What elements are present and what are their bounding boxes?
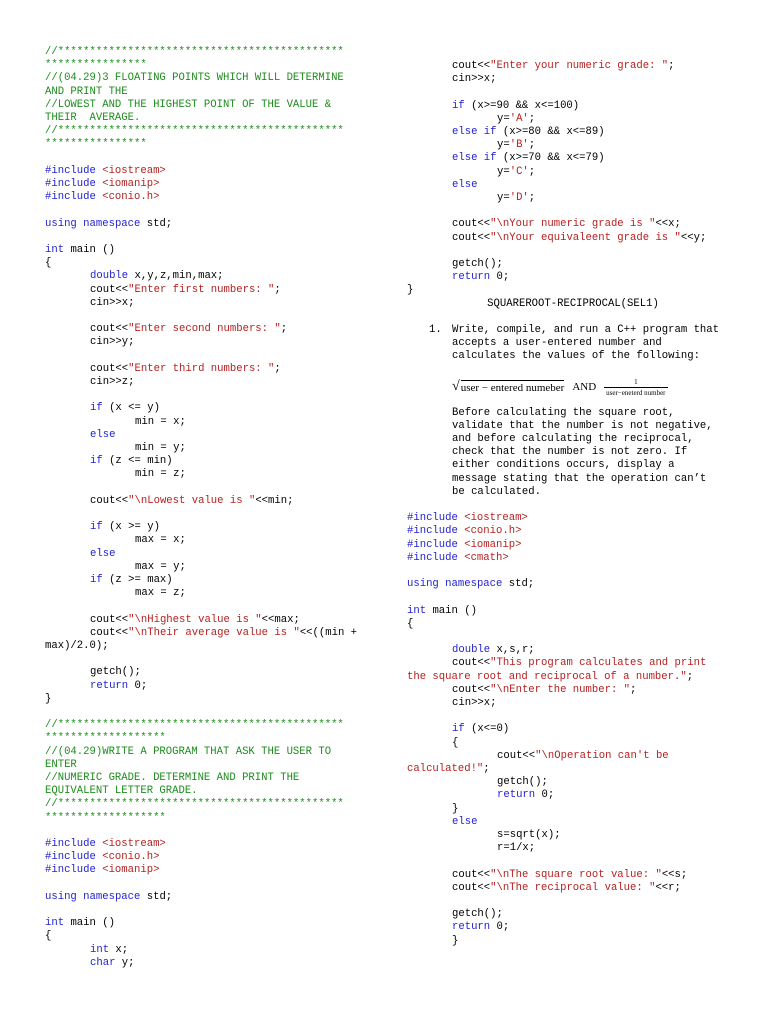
code-line: y='B'; xyxy=(497,139,536,152)
code-line: cin>>z; xyxy=(90,376,135,388)
comment-line: //********************************************* xyxy=(45,125,344,138)
comment-line: ******************* xyxy=(45,811,166,824)
code-line: getch(); xyxy=(452,908,503,921)
list-item: 1. Write, compile, and run a C++ program that accepts a user-entered number and calculates the values of the following: xyxy=(429,324,726,363)
code-line: double x,s,r; xyxy=(452,644,535,657)
code-line: cout<<"Enter third numbers: "; xyxy=(90,362,281,375)
code-line: if (z <= min) xyxy=(90,455,173,468)
include-line: #include <conio.h> xyxy=(45,851,160,864)
code-line: return 0; xyxy=(497,789,555,802)
code-line: int x; xyxy=(90,943,129,956)
code-line: y='A'; xyxy=(497,112,536,125)
comment-line: //********************************************* xyxy=(45,798,344,811)
include-line: #include <iomanip> xyxy=(407,538,522,551)
code-line: cout<<"\nThe reciprocal value: "<<r; xyxy=(452,881,681,894)
brace: { xyxy=(407,617,414,630)
code-line: cin>>y; xyxy=(90,336,135,349)
code-line: min = y; xyxy=(135,442,186,454)
code-line: cout<<"\nYour equivaleent grade is "<<y; xyxy=(452,231,707,244)
comment-line: **************** xyxy=(45,138,147,151)
include-line: #include <iomanip> xyxy=(45,178,160,191)
code-line: cin>>x; xyxy=(452,697,497,710)
right-column xyxy=(407,60,726,948)
code-line: cout<<"Enter your numeric grade: "; xyxy=(452,60,675,72)
code-line: cout<<"\nTheir average value is "<<((min + max)/2.0); xyxy=(45,626,364,652)
brace: } xyxy=(452,802,459,815)
code-line: max = x; xyxy=(135,534,186,547)
using-line: using namespace std; xyxy=(45,890,173,903)
code-line: y='C'; xyxy=(497,165,536,178)
code-line: cout<<"\nThe square root value: "<<s; xyxy=(452,868,688,881)
formula-and: AND xyxy=(572,381,597,394)
code-line: if (x <= y) xyxy=(90,402,160,415)
code-line: return 0; xyxy=(452,921,510,934)
brace: { xyxy=(452,736,459,749)
brace: { xyxy=(45,257,52,270)
comment-line: //(04.29)WRITE A PROGRAM THAT ASK THE USER TO ENTER xyxy=(45,745,338,771)
code-line: max = y; xyxy=(135,560,186,573)
brace: { xyxy=(45,930,52,943)
include-line: #include <iostream> xyxy=(407,512,528,525)
code-line: else if (x>=70 && x<=79) xyxy=(452,152,605,165)
code-line: cout<<"\nEnter the number: "; xyxy=(452,683,637,696)
code-line: cout<<"Enter first numbers: "; xyxy=(90,283,281,296)
left-column xyxy=(45,46,363,970)
include-line: #include <conio.h> xyxy=(45,191,160,204)
include-line: #include <conio.h> xyxy=(407,525,522,538)
code-line: min = x; xyxy=(135,415,186,428)
sqrt-argument: user − entered numeber xyxy=(460,382,565,395)
reciprocal-fraction: $\frac{1}{\text{user−eneterd number}}$ xyxy=(606,377,666,397)
comment-line: //LOWEST AND THE HIGHEST POINT OF THE VALUE & THEIR AVERAGE. xyxy=(45,98,338,125)
include-line: #include <iomanip> xyxy=(45,864,160,877)
include-line: #include <cmath> xyxy=(407,551,509,564)
code-line: cout<<"Enter second numbers: "; xyxy=(90,323,288,336)
code-line: cout<<"This program calculates and print the square root and reciprocal of a number."; xyxy=(407,657,713,683)
code-line: min = z; xyxy=(135,468,186,481)
code-line: else xyxy=(452,815,478,828)
code-line: getch(); xyxy=(497,776,548,789)
code-line: y='D'; xyxy=(497,192,536,205)
paragraph: Before calculating the square root, validate that the number is not negative, and before calculating the reciprocal, check that the number is not zero. If either conditions occurs, display a message stating that the operation can’t be calculated. xyxy=(452,406,720,498)
code-line: cin>>x; xyxy=(90,296,135,309)
code-line: else xyxy=(90,428,116,441)
using-line: using namespace std; xyxy=(45,217,173,230)
code-line: if (x >= y) xyxy=(90,521,160,534)
comment-line: //NUMERIC GRADE. DETERMINE AND PRINT THE EQUIVALENT LETTER GRADE. xyxy=(45,772,306,798)
code-line: getch(); xyxy=(452,258,503,270)
section-title: SQUAREROOT-RECIPROCAL(SEL1) xyxy=(487,297,659,310)
comment-line: ******************* xyxy=(45,732,166,745)
using-line: using namespace std; xyxy=(407,578,535,591)
code-line: max = z; xyxy=(135,587,186,600)
brace: } xyxy=(45,692,52,705)
code-line: if (x>=90 && x<=100) xyxy=(452,99,580,112)
list-number: 1. xyxy=(429,324,442,336)
code-line: char y; xyxy=(90,956,135,969)
brace: } xyxy=(407,284,414,297)
code-line: cout<<"\nYour numeric grade is "<<x; xyxy=(452,218,681,231)
comment-line: //********************************************* xyxy=(45,46,344,58)
comment-line: **************** xyxy=(45,59,147,72)
comment-line: //(04.29)3 FLOATING POINTS WHICH WILL DETERMINE AND PRINT THE xyxy=(45,72,351,98)
code-line: else xyxy=(452,178,478,191)
code-line: r=1/x; xyxy=(497,842,536,855)
code-line: return 0; xyxy=(90,679,148,692)
comment-line: //********************************************* xyxy=(45,719,344,732)
code-line: else xyxy=(90,547,116,560)
code-line: double x,y,z,min,max; xyxy=(90,270,224,283)
include-line: #include <iostream> xyxy=(45,164,166,177)
code-line: if (z >= max) xyxy=(90,574,173,586)
main-signature: int main () xyxy=(45,917,115,930)
brace: } xyxy=(452,934,459,947)
main-signature: int main () xyxy=(407,604,477,617)
code-line: cout<<"\nLowest value is "<<min; xyxy=(90,494,294,507)
main-signature: int main () xyxy=(45,244,115,256)
code-line: else if (x>=80 && x<=89) xyxy=(452,126,605,138)
include-line: #include <iostream> xyxy=(45,838,166,850)
code-line: if (x<=0) xyxy=(452,723,510,736)
code-line: cout<<"\nOperation can't be calculated!"; xyxy=(407,749,676,776)
code-line: return 0; xyxy=(452,271,510,284)
code-line: s=sqrt(x); xyxy=(497,829,561,842)
sqrt-symbol: √ xyxy=(452,379,460,395)
code-line: cout<<"\nHighest value is "<<max; xyxy=(90,613,300,626)
code-line: cin>>x; xyxy=(452,73,497,86)
formula xyxy=(407,378,719,397)
code-line: getch(); xyxy=(90,666,141,679)
